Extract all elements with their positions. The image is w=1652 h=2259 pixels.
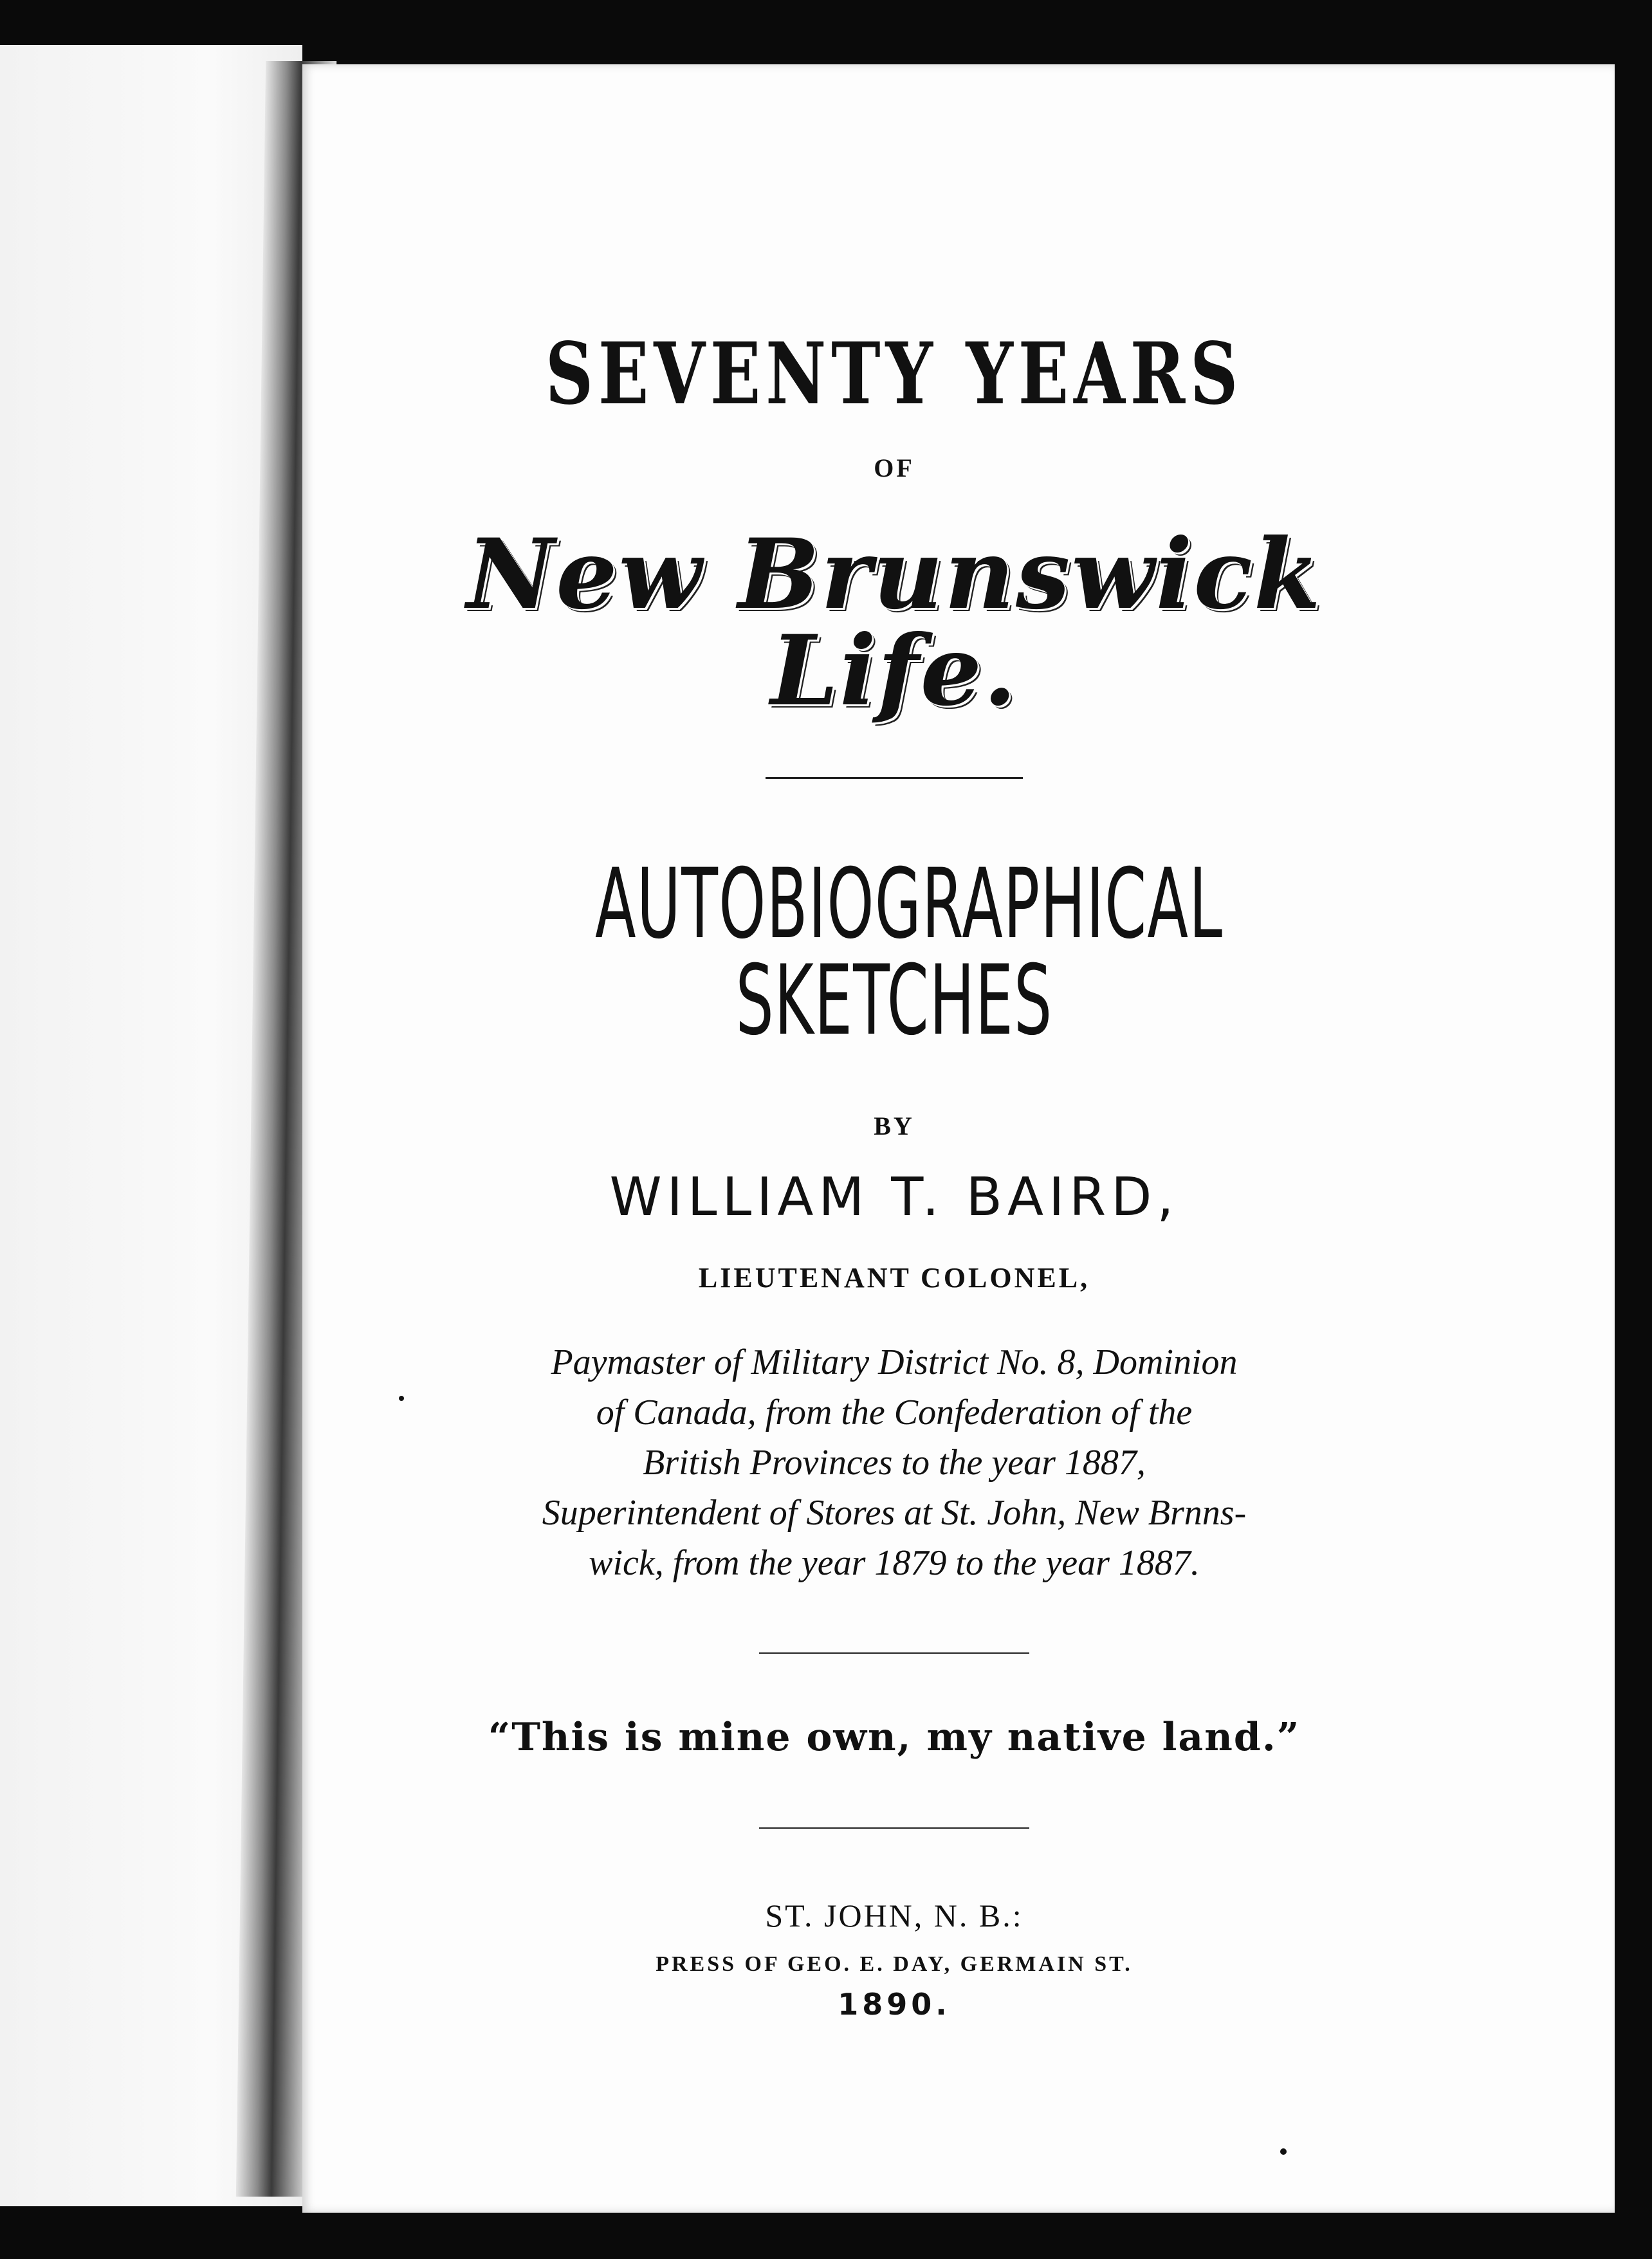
title-page-content	[412, 309, 1377, 2022]
byline-label: BY	[874, 1111, 915, 1140]
author-description-line: Superintendent of Stores at St. John, New Brnns-	[542, 1493, 1247, 1533]
scan-speck	[1280, 2148, 1287, 2155]
scan-speck	[399, 1396, 404, 1401]
book-title: SEVENTY YEARS	[545, 324, 1244, 424]
author-description	[412, 1337, 1377, 1588]
author-description-line: of Canada, from the Confederation of the	[596, 1393, 1193, 1432]
imprint-place: ST. JOHN, N. B.:	[765, 1898, 1023, 1934]
author-description-line: wick, from the year 1879 to the year 1887.	[589, 1543, 1200, 1583]
imprint-publisher: PRESS OF GEO. E. DAY, GERMAIN ST.	[656, 1952, 1133, 1976]
book-subtitle: AUTOBIOGRAPHICAL SKETCHES	[595, 848, 1224, 1057]
title-connector: OF	[874, 453, 915, 482]
book-title-blackletter: New Brunswick Life.	[466, 518, 1322, 727]
author-description-line: British Provinces to the year 1887,	[643, 1443, 1146, 1483]
author-description-line: Paymaster of Military District No. 8, Dominion	[551, 1342, 1238, 1382]
epigraph-quote: “This is mine own, my native land.”	[488, 1715, 1301, 1760]
divider-rule	[759, 1827, 1029, 1829]
divider-rule	[766, 777, 1023, 779]
author-rank: LIEUTENANT COLONEL,	[698, 1262, 1090, 1294]
imprint-year: 1890.	[838, 1987, 951, 2022]
author-name: WILLIAM T. BAIRD,	[609, 1167, 1179, 1228]
divider-rule	[759, 1652, 1029, 1654]
